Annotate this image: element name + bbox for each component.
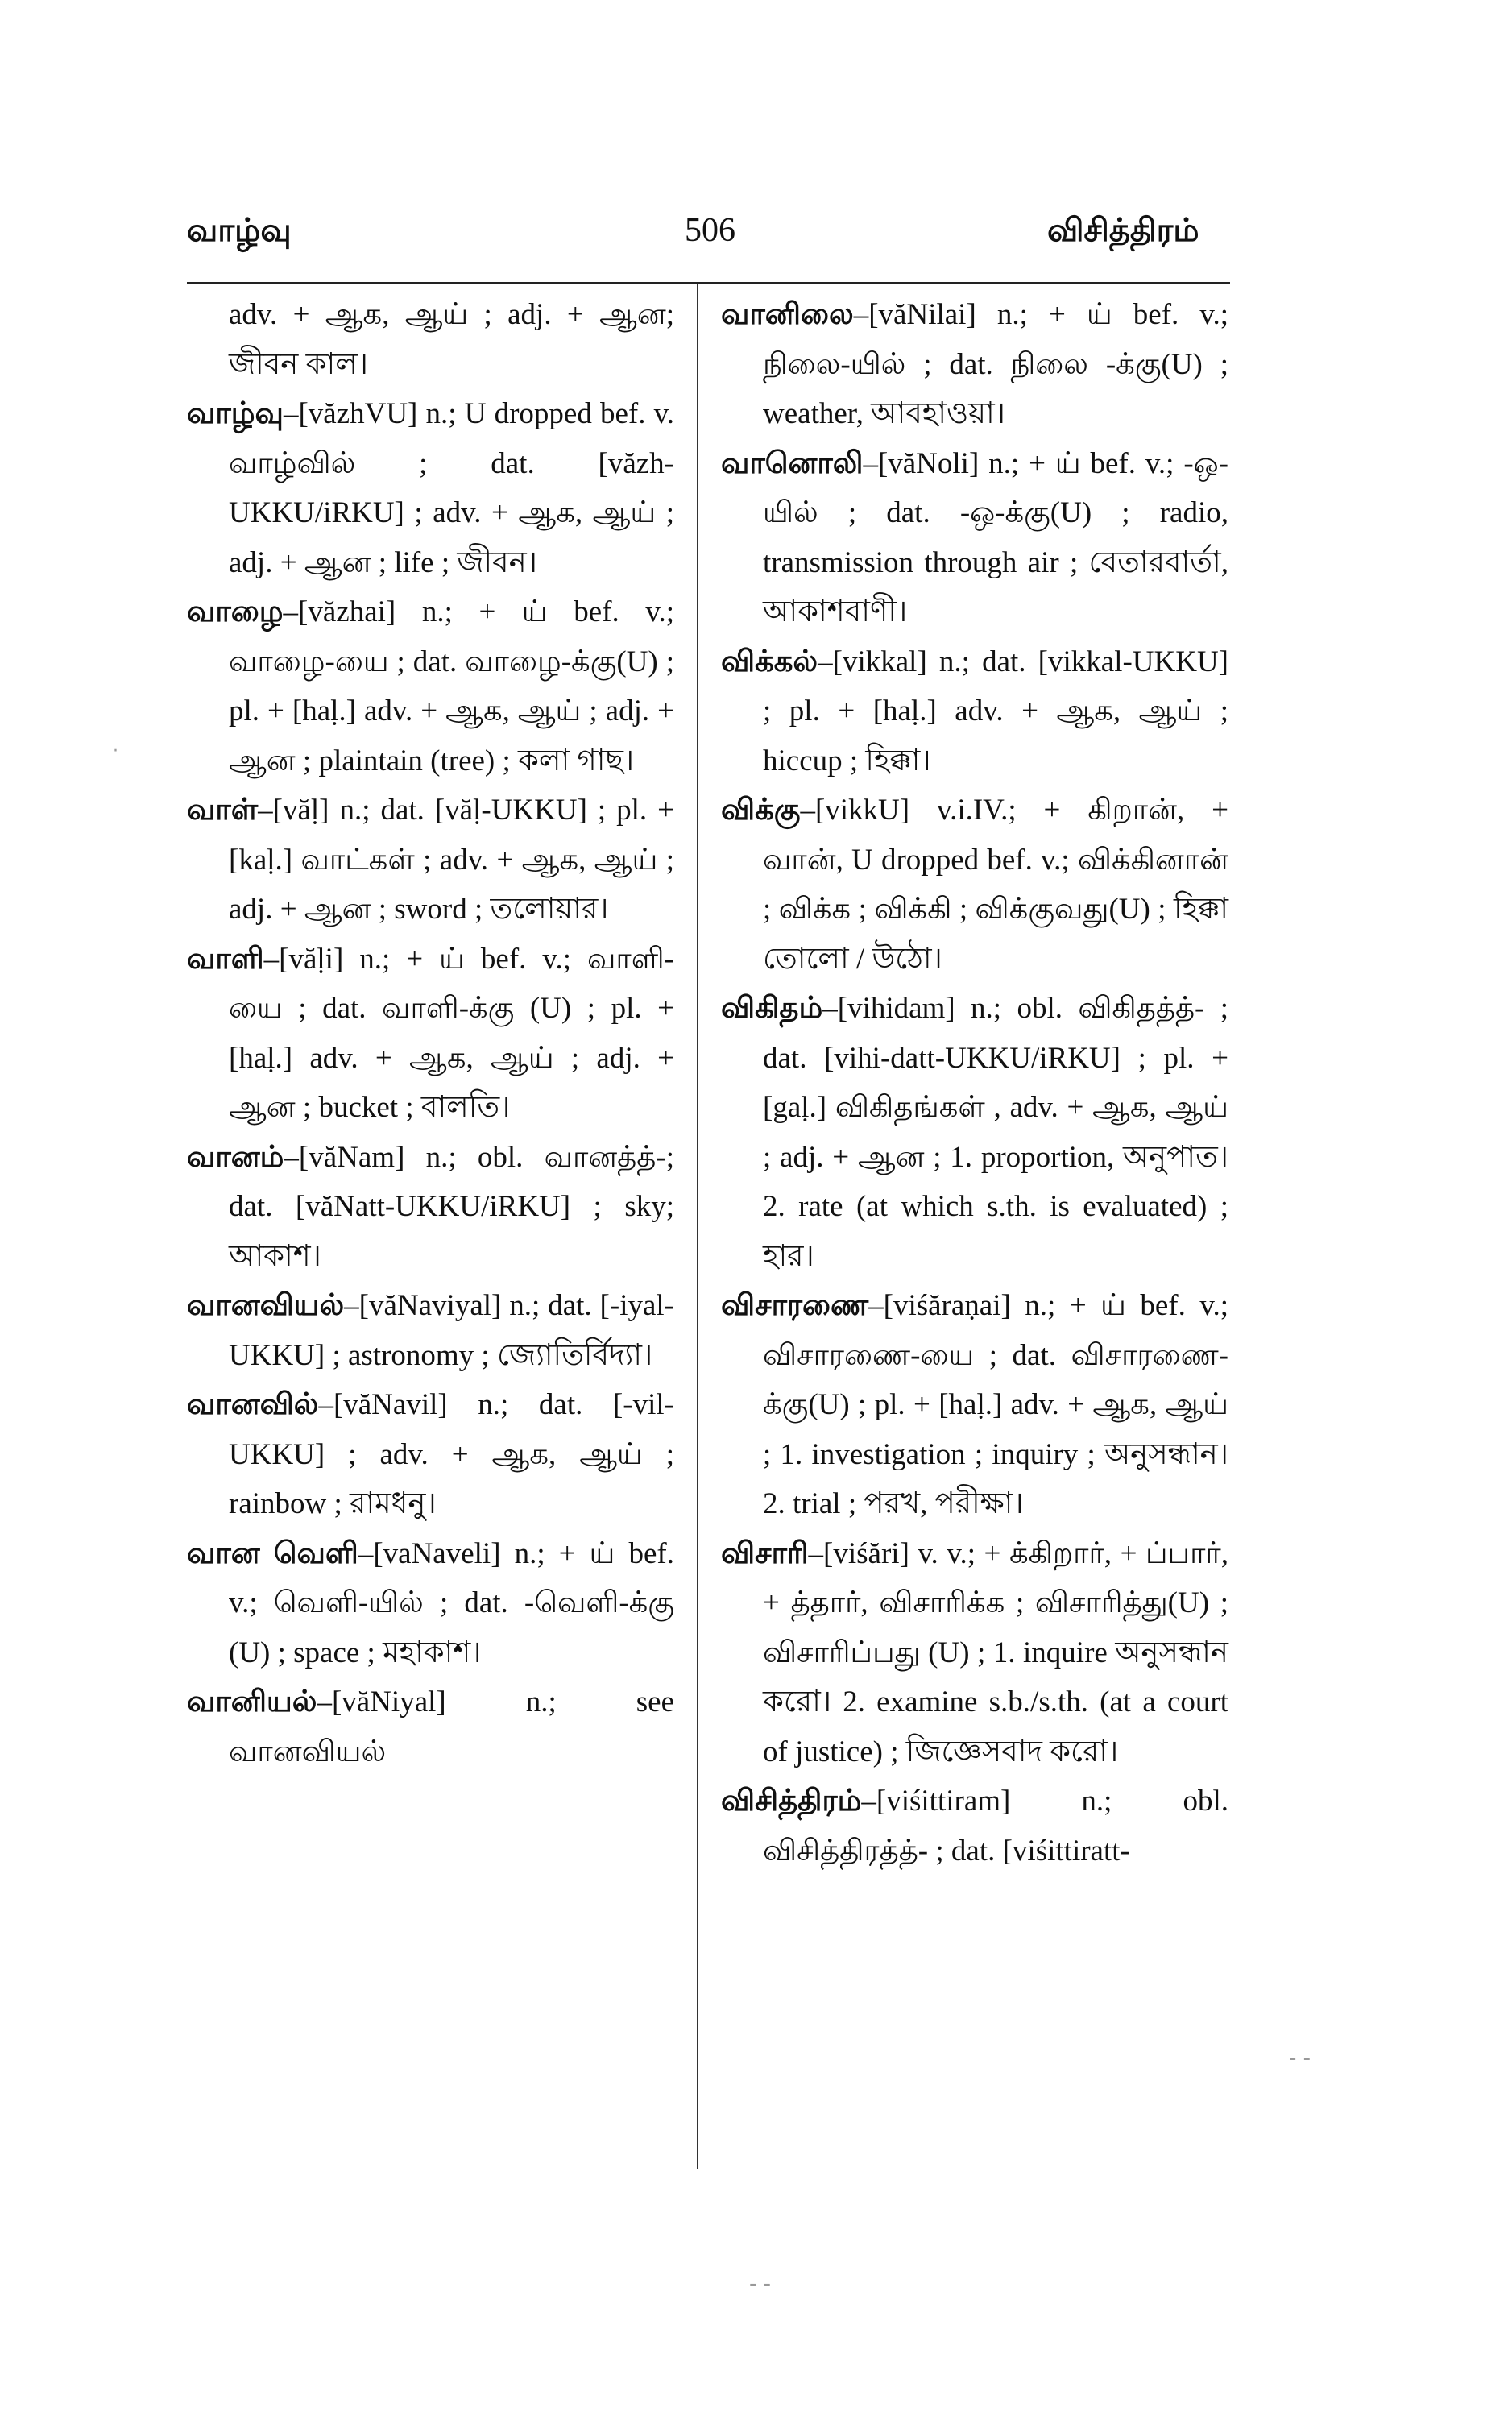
entry-definition: –[vikkal] n.; dat. [vikkal-UKKU] ; pl. + [haḷ.] adv. + ஆக, ஆய் ; hiccup ; হিক্কা। xyxy=(763,645,1228,777)
entry-headword: வானவில் xyxy=(187,1388,319,1421)
entry-definition: –[văNaviyal] n.; dat. [-iyal-UKKU] ; astronomy ; জ্যোতির্বিদ্যা। xyxy=(229,1289,674,1372)
dictionary-entry xyxy=(721,439,1228,637)
entry-headword: விக்கு xyxy=(721,794,801,827)
entry-headword: விசித்திரம் xyxy=(721,1785,862,1818)
entry-headword: விசாரி xyxy=(721,1536,809,1570)
entry-definition: –[văḷ] n.; dat. [văḷ-UKKU] ; pl. + [kaḷ.] வாட்கள் ; adv. + ஆக, ஆய் ; adj. + ஆன ; sword ; তলোয়ার। xyxy=(229,794,674,926)
dictionary-entry xyxy=(187,389,674,587)
dictionary-entry xyxy=(187,935,674,1133)
dictionary-entry xyxy=(187,1529,674,1678)
dictionary-entry xyxy=(187,290,674,389)
entry-headword: விக்கல் xyxy=(721,645,818,678)
entry-headword: வாழ்வு xyxy=(187,397,284,430)
dictionary-entry xyxy=(721,1529,1228,1777)
page-number: 506 xyxy=(685,212,735,249)
entry-definition: –[viśăraṇai] n.; + ய் bef. v.; விசாரணை-யை ; dat. விசாரணை-க்கு(U) ; pl. + [haḷ.] adv. + ஆக, ஆய் ; 1. investigation ; inquiry ; অনুসন্ধান। 2. trial ; পরখ, পরীক্ষা। xyxy=(763,1289,1228,1520)
entry-definition: –[văNavil] n.; dat. [-vil-UKKU] ; adv. + ஆக, ஆய் ; rainbow ; রামধনু। xyxy=(229,1388,674,1520)
dictionary-entry xyxy=(187,786,674,935)
entry-headword: வாள் xyxy=(187,794,259,827)
scan-speck: · xyxy=(113,741,118,761)
entry-definition: –[viśittiram] n.; obl. விசித்திரத்த்- ; dat. [viśittiratt- xyxy=(763,1785,1228,1868)
dictionary-entry xyxy=(187,1380,674,1529)
dictionary-entry xyxy=(187,1677,674,1776)
entry-definition: –[văzhVU] n.; U dropped bef. v. வாழ்வில் ; dat. [văzh-UKKU/iRKU] ; adv. + ஆக, ஆய் ; adj. + ஆன ; life ; জীবন। xyxy=(229,397,674,579)
entry-definition: –[văNilai] n.; + ய் bef. v.; நிலை-யில் ; dat. நிலை -க்கு(U) ; weather, আবহাওয়া। xyxy=(763,298,1228,430)
running-head-right: விசித்திரம் xyxy=(1047,211,1199,249)
entry-definition: –[vihidam] n.; obl. விகிதத்த்- ; dat. [vihi-datt-UKKU/iRKU] ; pl. + [gaḷ.] விகிதங்கள் , adv. + ஆக, ஆய் ; adj. + ஆன ; 1. proportion, অনুপাত। 2. rate (at which s.th. is evaluated) ; হার। xyxy=(763,992,1228,1273)
entry-headword: வானியல் xyxy=(187,1685,317,1718)
dictionary-entry xyxy=(721,1776,1228,1876)
right-column xyxy=(721,290,1228,1876)
entry-definition: –[văNiyal] n.; see வானவியல் xyxy=(229,1685,674,1768)
entry-headword: வான வெளி xyxy=(187,1536,358,1570)
scan-speck: - - xyxy=(749,2272,772,2296)
entry-headword: வானம் xyxy=(187,1140,284,1174)
dictionary-entry xyxy=(721,637,1228,786)
entry-headword: வானொலி xyxy=(721,446,864,480)
entry-headword: வாழை xyxy=(187,595,284,628)
scan-speck: - - xyxy=(1289,2046,1311,2071)
entry-headword: வாளி xyxy=(187,942,264,976)
dictionary-entry xyxy=(721,786,1228,984)
dictionary-entry xyxy=(721,290,1228,439)
dictionary-entry xyxy=(721,984,1228,1281)
entry-headword: விகிதம் xyxy=(721,992,823,1025)
entry-headword: விசாரணை xyxy=(721,1289,869,1322)
entry-headword: வானவியல் xyxy=(187,1289,345,1322)
dictionary-entry xyxy=(187,587,674,786)
dictionary-entry xyxy=(187,1133,674,1282)
running-head-left: வாழ்வு xyxy=(187,211,292,249)
entry-definition: –[vaNaveli] n.; + ய் bef. v.; வெளி-யில் ; dat. -வெளி-க்கு (U) ; space ; মহাকাশ। xyxy=(229,1536,674,1669)
entry-definition: –[văNoli] n.; + ய் bef. v.; -ஒ-யில் ; dat. -ஒ-க்கு(U) ; radio, transmission through air ; বেতারবার্তা, আকাশবাণী। xyxy=(763,446,1228,628)
dictionary-entry xyxy=(721,1281,1228,1529)
entry-definition: –[viśări] v. v.; + க்கிறார், + ப்பார், + த்தார், விசாரிக்க ; விசாரித்து(U) ; விசாரிப்பது (U) ; 1. inquire অনুসন্ধান করো। 2. examine s.b./s.th. (at a court of justice) ; জিজ্ঞেসবাদ করো। xyxy=(763,1536,1228,1768)
entry-definition: –[văNam] n.; obl. வானத்த்-; dat. [văNatt-UKKU/iRKU] ; sky; আকাশ। xyxy=(229,1140,674,1273)
entry-definition: –[văḷi] n.; + ய் bef. v.; வாளி-யை ; dat. வாளி-க்கு (U) ; pl. + [haḷ.] adv. + ஆக, ஆய் ; adj. + ஆன ; bucket ; বালতি। xyxy=(229,942,674,1124)
entry-headword: வானிலை xyxy=(721,298,854,331)
column-divider xyxy=(697,284,698,2169)
entry-definition: –[văzhai] n.; + ய் bef. v.; வாழை-யை ; dat. வாழை-க்கு(U) ; pl. + [haḷ.] adv. + ஆக, ஆய் ; adj. + ஆன ; plaintain (tree) ; কলা গাছ। xyxy=(229,595,674,777)
entry-definition: –[vikkU] v.i.IV.; + கிறான், + வான், U dropped bef. v.; விக்கினான் ; விக்க ; விக்கி ; விக்குவது(U) ; হিক্কা তোলো / উঠো। xyxy=(763,794,1228,976)
left-column xyxy=(187,290,674,1776)
entry-definition: adv. + ஆக, ஆய் ; adj. + ஆன; জীবন কাল। xyxy=(229,298,674,381)
header-rule xyxy=(187,282,1230,284)
dictionary-entry xyxy=(187,1281,674,1380)
